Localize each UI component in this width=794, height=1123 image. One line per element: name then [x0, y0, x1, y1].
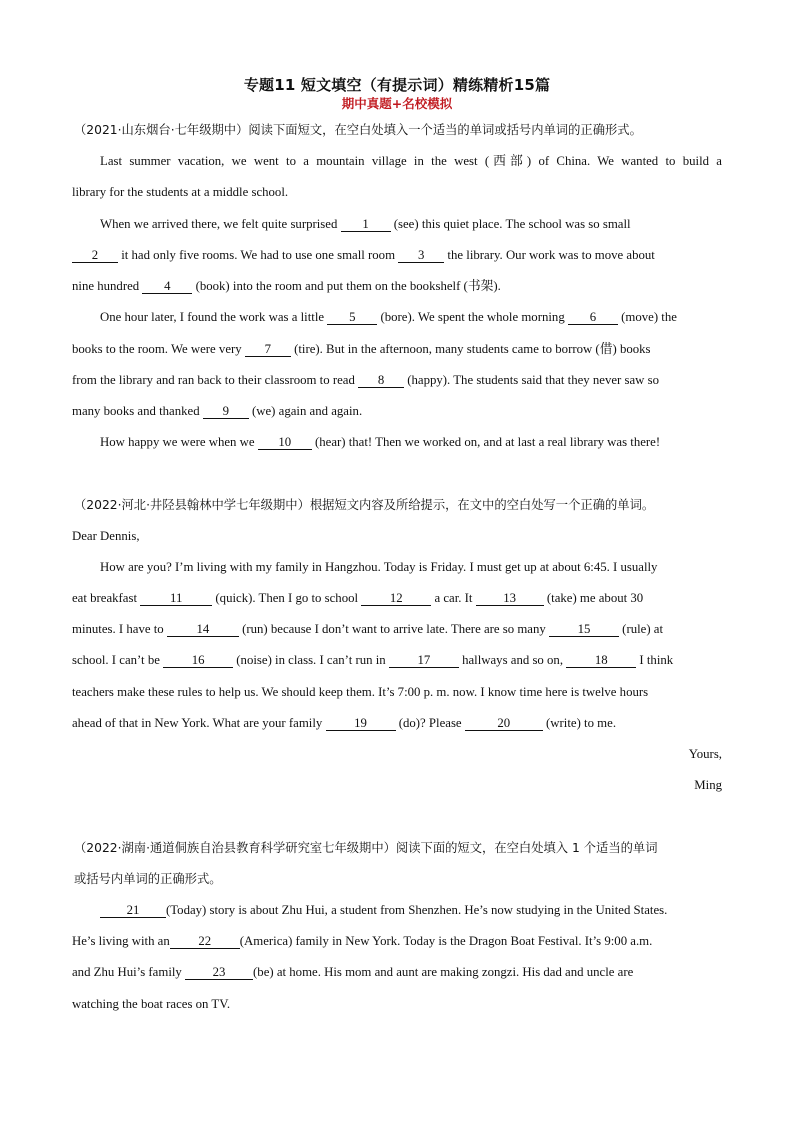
passage3-line: [100, 902, 722, 918]
text-segment: He’s living with an: [72, 934, 170, 948]
text-segment: I think: [636, 653, 674, 667]
passage2-line: teachers make these rules to help us. We should keep them. It’s 7:00 p. m. now. I know time here is twelve hours: [72, 685, 649, 699]
text-segment: (America) family in New York. Today is the Dragon Boat Festival. It’s 9:00 a.m.: [239, 934, 653, 948]
blank-13[interactable]: 13: [476, 592, 544, 606]
blank-5[interactable]: 5: [327, 311, 377, 325]
passage2-line: [72, 621, 722, 637]
text-segment: (rule) at: [618, 622, 664, 636]
text-segment: How happy we were when we: [100, 435, 258, 449]
blank-3[interactable]: 3: [398, 249, 444, 263]
blank-15[interactable]: 15: [549, 623, 619, 637]
passage3-line: watching the boat races on TV.: [72, 997, 231, 1011]
text-segment: eat breakfast: [72, 591, 141, 605]
text-segment: (book) into the room and put them on the bookshelf (书架).: [192, 279, 501, 293]
passage1-line: [72, 403, 722, 419]
passage1-line: [100, 434, 722, 450]
passage2-line: How are you? I’m living with my family in Hangzhou. Today is Friday. I must get up at about 6:45. I usually: [100, 560, 658, 574]
passage2-line: [72, 590, 722, 606]
letter-signature: Ming: [694, 778, 722, 792]
text-segment: hallways and so on,: [458, 653, 567, 667]
text-segment: (bore). We spent the whole morning: [377, 310, 568, 324]
text-segment: (Today) story is about Zhu Hui, a student from Shenzhen. He’s now studying in the United States.: [166, 903, 668, 917]
text-segment: nine hundred: [72, 279, 143, 293]
passage3-line: [72, 933, 722, 949]
page-title: 专题11 短文填空（有提示词）精练精析15篇: [243, 76, 551, 94]
blank-8[interactable]: 8: [358, 374, 404, 388]
text-segment: (hear) that! Then we worked on, and at last a real library was there!: [311, 435, 661, 449]
passage1-line: [72, 372, 722, 388]
passage1-line: Last summer vacation, we went to a mountain village in the west (西部) of China. We wanted to build a: [100, 154, 722, 168]
letter-greeting: Dear Dennis,: [72, 529, 140, 543]
blank-20[interactable]: 20: [465, 717, 543, 731]
text-segment: from the library and ran back to their classroom to read: [72, 373, 359, 387]
text-segment: (happy). The students said that they never saw so: [404, 373, 659, 387]
blank-7[interactable]: 7: [245, 343, 291, 357]
passage1-line: [72, 278, 722, 294]
blank-6[interactable]: 6: [568, 311, 618, 325]
text-segment: it had only five rooms. We had to use one small room: [118, 248, 399, 262]
passage1-source: （2021·山东烟台·七年级期中）阅读下面短文，在空白处填入一个适当的单词或括号内单词的正确形式。: [74, 123, 642, 137]
text-segment: (run) because I don’t want to arrive late. There are so many: [238, 622, 549, 636]
blank-10[interactable]: 10: [258, 436, 312, 450]
text-segment: school. I can’t be: [72, 653, 164, 667]
text-segment: (do)? Please: [395, 716, 465, 730]
text-segment: One hour later, I found the work was a little: [100, 310, 328, 324]
text-segment: many books and thanked: [72, 404, 203, 418]
text-segment: the library. Our work was to move about: [444, 248, 655, 262]
blank-19[interactable]: 19: [326, 717, 396, 731]
passage3-line: [72, 964, 722, 980]
passage3-source: 或括号内单词的正确形式。: [74, 872, 222, 886]
blank-14[interactable]: 14: [167, 623, 239, 637]
blank-1[interactable]: 1: [341, 218, 391, 232]
passage2-source: （2022·河北·井陉县翰林中学七年级期中）根据短文内容及所给提示，在文中的空白处写一个正确的单词。: [74, 498, 655, 512]
passage2-line: [72, 715, 722, 731]
passage1-line: library for the students at a middle school.: [72, 185, 289, 199]
passage1-line: [100, 216, 722, 232]
passage2-line: [72, 652, 722, 668]
passage1-line: [72, 341, 722, 357]
blank-22[interactable]: 22: [170, 935, 240, 949]
blank-17[interactable]: 17: [389, 654, 459, 668]
text-segment: (write) to me.: [542, 716, 617, 730]
text-segment: ahead of that in New York. What are your family: [72, 716, 326, 730]
text-segment: minutes. I have to: [72, 622, 167, 636]
page-subtitle: 期中真题+名校模拟: [341, 96, 453, 111]
passage1-line: [100, 309, 722, 325]
text-segment: and Zhu Hui’s family: [72, 965, 186, 979]
text-segment: a car. It: [431, 591, 476, 605]
blank-18[interactable]: 18: [566, 654, 636, 668]
text-segment: (see) this quiet place. The school was so small: [390, 217, 631, 231]
passage3-source: （2022·湖南·通道侗族自治县教育科学研究室七年级期中）阅读下面的短文，在空白处填入 1 个适当的单词: [74, 841, 658, 855]
text-segment: When we arrived there, we felt quite surprised: [100, 217, 341, 231]
blank-2[interactable]: 2: [72, 249, 118, 263]
text-segment: (quick). Then I go to school: [212, 591, 362, 605]
passage1-line: [72, 247, 722, 263]
blank-16[interactable]: 16: [163, 654, 233, 668]
blank-12[interactable]: 12: [361, 592, 431, 606]
text-segment: (noise) in class. I can’t run in: [233, 653, 389, 667]
text-segment: (we) again and again.: [248, 404, 363, 418]
text-segment: books to the room. We were very: [72, 342, 245, 356]
text-segment: (tire). But in the afternoon, many students came to borrow (借) books: [290, 342, 651, 356]
letter-closing: Yours,: [688, 747, 722, 761]
blank-23[interactable]: 23: [185, 966, 253, 980]
blank-11[interactable]: 11: [140, 592, 212, 606]
text-segment: (be) at home. His mom and aunt are making zongzi. His dad and uncle are: [253, 965, 634, 979]
blank-21[interactable]: 21: [100, 904, 166, 918]
text-segment: (take) me about 30: [543, 591, 644, 605]
text-segment: (move) the: [617, 310, 677, 324]
blank-4[interactable]: 4: [142, 280, 192, 294]
blank-9[interactable]: 9: [203, 405, 249, 419]
